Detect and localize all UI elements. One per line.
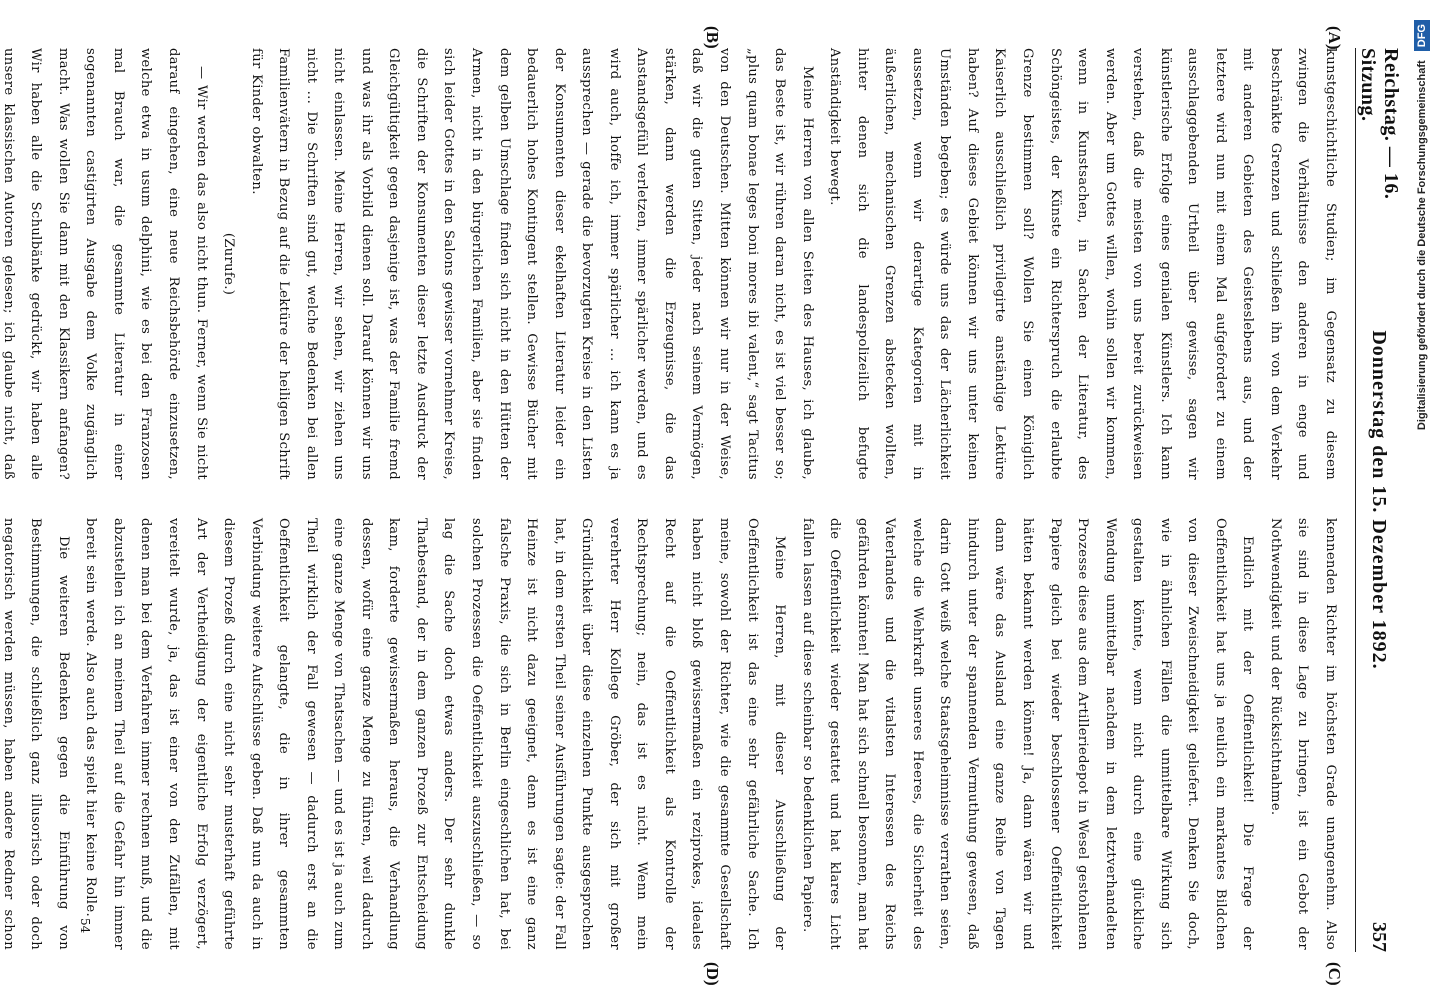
left-column <box>0 48 1344 480</box>
header-date: Donnerstag den 15. Dezember 1892. <box>1368 330 1391 670</box>
paragraph: Meine Herren von allen Seiten des Hauses, ich glaube, das Beste ist, wir rühren daran nicht, es ist viel besser so; „plus quam bonae leges boni mores ibi valent,“ sagt Tacitus von den Deutschen. Mitten können wir nur in der Weise, daß wir die guten Sitten, jeder nach seinem Vermögen, stärken, dann werden die Erzeugnisse, die das Anstandsgefühl verletzen, immer spärlicher werden, und es wird auch, hoffe ich, immer spärlicher ... ich kann es ja aussprechen — gerade die bevorzugten Kreise in den Listen der Konsumenten dieser ekelhaften Literatur leider ein bedauerlich hohes Kontingent stellen. Gewisse Bücher mit dem gelben Umschlage finden sich nicht in den Hütten der Armen, nicht in den bürgerlichen Familien, aber sie finden sich leider Gottes in den Salons gewisser vornehmer Kreise, die Schriften der Konsumenten dieser letzte Ausdruck der Gleichgültigkeit gegen dasjenige ist, was der Familie fremd und was ihr als Vorbild dienen soll. Darauf können wir uns nicht einlassen. Meine Herren, wir sehen, wir ziehen uns nicht ... Die Schriften sind gut, welche Bedenken bei allen Familienvätern in Bezug auf die Lektüre der heiligen Schrift für Kinder obwalten. <box>248 48 815 480</box>
interjection: (Zurufe.) <box>221 232 237 296</box>
document-page <box>0 18 1402 986</box>
paragraph: Endlich mit der Oeffentlichkeit! Die Frage der Oeffentlichkeit hat uns ja neulich ein markantes Bildchen von dieser Zweischneidigkeit geliefert. Denken Sie doch, wie in ähnlichen Fällen die unmittelbare Wirkung sich gestalten könnte, wenn nicht durch eine glückliche Wendung unmittelbar nachdem in dem letztverhandelten Prozesse diese aus dem Artilleriedepot in Wesel gestohlenen Papiere gleich bei wieder beschlossener Oeffentlichkeit hätten bekannt werden können! Ja, dann wären wir und dann wäre das Ausland eine ganze Reihe von Tagen hindurch unter der spannenden Vermuthung gewesen, daß darin Gott weiß welche Staatsgeheimnisse verrathen seien, welche die Wehrkraft unseres Heeres, die Sicherheit des Vaterlandes und die vitalsten Interessen des Reichs gefährden könnten! Man hat sich schnell besonnen, man hat die Oeffentlichkeit wieder gestattet und hat klares Licht fallen lassen auf diese scheinbar so bedenklichen Papiere. <box>799 518 1256 950</box>
signature-number: 54 <box>78 918 92 934</box>
dfg-logo: DFG <box>1414 20 1430 51</box>
header-session: Reichstag. — 16. Sitzung. <box>1357 48 1402 200</box>
right-column <box>0 518 1344 950</box>
paragraph: — Wir werden das also nicht thun. Ferner, wenn Sie nicht darauf eingehen, eine neue Reichsbehörde einzusetzen, welche etwa in usum delphini, wie es bei den Franzosen mal Brauch war, die gesammte Literatur in einer sogenannten castigirten Ausgabe dem Volke zugänglich macht. Was wollen Sie dann mit den Klassikern anfangen? Wir haben alle die Schulbänke gedrückt, wir haben alle unsere klassischen Autoren gelesen; ich glaube nicht, daß <box>0 48 209 480</box>
paragraph: Meine Herren, mit dieser Ausschließung der Oeffentlichkeit ist das eine sehr gefährliche Sache. Ich meine, sowohl der Richter, wie die gesammte Gesellschaft haben nicht bloß gewissermaßen ein reziprokes, ideales Recht auf die Oeffentlichkeit als Kontrolle der Rechtsprechung; nein, das ist es nicht. Wenn mein verehrter Herr Kollege Gröber, der sich mit großer Gründlichkeit über diese einzelnen Punkte ausgesprochen hat, in dem ersten Theil seiner Ausführungen sagte: der Fall Heinze ist nicht dazu geeignet, denn es ist eine ganz falsche Praxis, die sich in Berlin eingeschlichen hat, bei solchen Prozessen die Oeffentlichkeit auszuschließen, — so lag die Sache doch etwas anders. Der sehr dunkle Thatbestand, der in dem ganzen Prozeß zur Entscheidung kam, forderte gewissermaßen heraus, die Verhandlung dessen, wofür eine ganze Menge zu führen, weil dadurch eine ganze Menge von Thatsachen — und es ist ja auch zum Theil wirklich der Fall gewesen — dadurch erst an die Oeffentlichkeit gelangte, die in ihrer gesammten Verbindung weitere Aufschlüsse geben. Daß nun da auch in diesem Prozeß durch eine nicht sehr musterhaft geführte Art der Vertheidigung der eigentliche Erfolg verzögert, vereitelt wurde, ja, das ist einer von den Zufällen, mit denen man bei dem Verfahren immer rechnen muß, und die abzustellen ich an meinem Theil auf die Gefahr hin immer bereit sein werde. Also auch das spielt hier keine Rolle. <box>83 518 788 950</box>
paragraph: kennenden Richter im höchsten Grade unangenehm. Also sie sind in diese Lage zu bringen, ist ein Gebot der Nothwendigkeit und der Rücksichtnahme. <box>1267 518 1338 950</box>
funding-notice <box>1412 20 1432 990</box>
page-header <box>1355 48 1402 952</box>
paragraph: Die weiteren Bedenken gegen die Einführung von Bestimmungen, die schließlich ganz illusorisch oder doch negatorisch werden müssen, haben andere Redner schon <box>0 518 71 950</box>
digitization-sidebar <box>1412 20 1432 990</box>
page-number: 357 <box>1368 922 1391 952</box>
margin-marker-a: (A) <box>1325 26 1344 50</box>
margin-marker-c: (C) <box>1325 962 1344 986</box>
margin-marker-b: (B) <box>703 26 722 49</box>
funding-text: Digitalisierung gefördert durch die Deutsche Forschungsgemeinschaft <box>1416 60 1428 431</box>
paragraph: kunstgeschichtliche Studien; im Gegensatz zu diesem zwingen die Verhältnisse den anderen in enge und beschränkte Grenzen und schließen ihn von dem Verkehr mit anderen Gebieten des Geisteslebens aus, und der letztere wird nun mit einem Mal aufgefordert zu einem ausschlaggebenden Urtheil über gewisse, sagen wir künstlerische Erfolge eines genialen Künstlers. Ich kann verstehen, daß die meisten von uns bereit zurückweisen werden. Aber um Gottes willen, wohin sollen wir kommen, wenn in Kunstsachen, in Sachen der Literatur, des Schöngeistes, der Künste ein Richterspruch die erlaubte Grenze bestimmen soll? Wollen Sie einen Königlich Kaiserlich ausschließlich privilegirte anständige Lektüre haben? Auf dieses Gebiet können wir uns unter keinen Umständen begeben; es würde uns das der Lächerlichkeit aussetzen, wenn wir derartige Kategorien mit in äußerlichen, mechanischen Grenzen abstecken wollten, hinter denen sich die landespolizeilich befugte Anständigkeit bewegt. <box>827 48 1338 480</box>
margin-marker-d: (D) <box>703 962 722 986</box>
